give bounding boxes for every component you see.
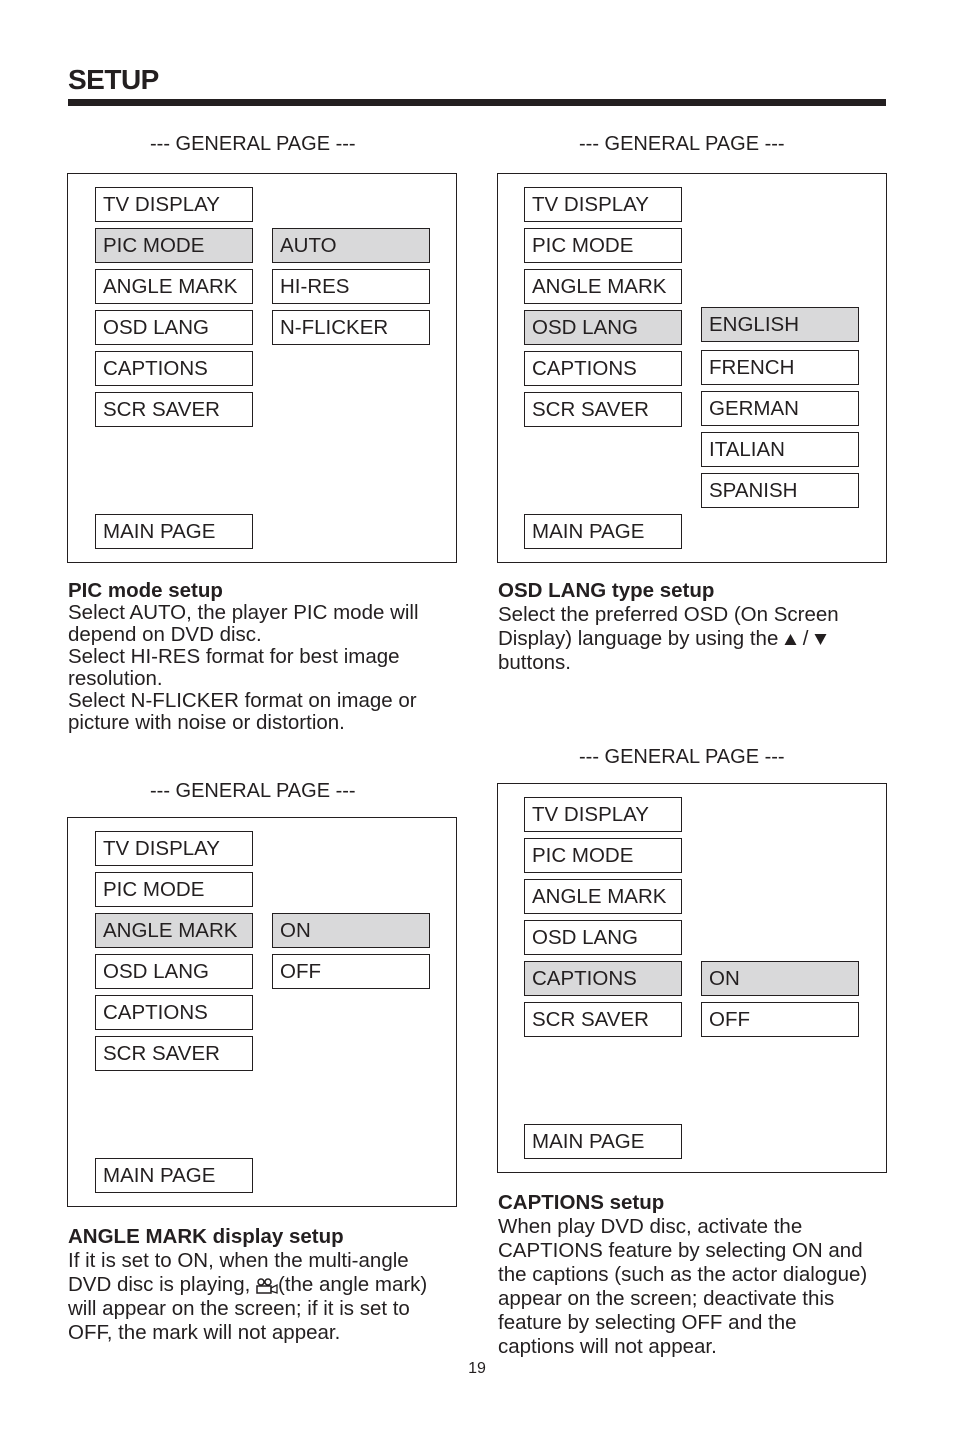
description-line: buttons.	[498, 651, 571, 674]
menu-item-angle-mark[interactable]: ANGLE MARK	[524, 879, 682, 914]
panel-caption: --- GENERAL PAGE ---	[150, 780, 356, 802]
osd-lang-description	[498, 579, 839, 675]
menu-item-pic-mode[interactable]: PIC MODE	[95, 228, 253, 263]
description-line: Select N-FLICKER format on image or	[68, 689, 417, 712]
down-triangle-icon	[814, 633, 827, 646]
option-on[interactable]: ON	[272, 913, 430, 948]
section-heading: ANGLE MARK display setup	[68, 1225, 344, 1248]
menu-item-osd-lang[interactable]: OSD LANG	[524, 920, 682, 955]
description-line	[68, 1273, 427, 1297]
option-off[interactable]: OFF	[701, 1002, 859, 1037]
description-text: Display) language by using the	[498, 627, 779, 650]
menu-item-pic-mode[interactable]: PIC MODE	[95, 872, 253, 907]
option-french[interactable]: FRENCH	[701, 350, 859, 385]
description-line: will appear on the screen; if it is set to	[68, 1297, 410, 1320]
section-heading: CAPTIONS setup	[498, 1191, 665, 1214]
panel-caption: --- GENERAL PAGE ---	[579, 746, 785, 768]
osd-panel-osd-lang	[497, 173, 887, 563]
description-line: captions will not appear.	[498, 1335, 717, 1358]
panel-caption: --- GENERAL PAGE ---	[150, 133, 356, 155]
menu-item-scr-saver[interactable]: SCR SAVER	[524, 1002, 682, 1037]
menu-item-pic-mode[interactable]: PIC MODE	[524, 838, 682, 873]
option-auto[interactable]: AUTO	[272, 228, 430, 263]
panel-caption: --- GENERAL PAGE ---	[579, 133, 785, 155]
main-page-button[interactable]: MAIN PAGE	[524, 1124, 682, 1159]
description-line: When play DVD disc, activate the	[498, 1215, 803, 1238]
option-spanish[interactable]: SPANISH	[701, 473, 859, 508]
menu-item-captions[interactable]: CAPTIONS	[95, 351, 253, 386]
menu-item-captions[interactable]: CAPTIONS	[524, 961, 682, 996]
description-line	[498, 627, 839, 651]
osd-panel-pic-mode	[67, 173, 457, 563]
menu-item-angle-mark[interactable]: ANGLE MARK	[95, 913, 253, 948]
menu-item-captions[interactable]: CAPTIONS	[95, 995, 253, 1030]
description-line: If it is set to ON, when the multi-angle	[68, 1249, 409, 1272]
description-line: picture with noise or distortion.	[68, 711, 345, 734]
option-german[interactable]: GERMAN	[701, 391, 859, 426]
page-title: SETUP	[68, 64, 159, 95]
pic-mode-description	[68, 580, 419, 734]
section-heading: PIC mode setup	[68, 579, 223, 602]
menu-item-scr-saver[interactable]: SCR SAVER	[95, 1036, 253, 1071]
option-italian[interactable]: ITALIAN	[701, 432, 859, 467]
description-line: Select AUTO, the player PIC mode will	[68, 601, 419, 624]
main-page-button[interactable]: MAIN PAGE	[524, 514, 682, 549]
menu-item-osd-lang[interactable]: OSD LANG	[95, 954, 253, 989]
description-line: resolution.	[68, 667, 163, 690]
angle-mark-description	[68, 1225, 427, 1345]
title-divider	[68, 99, 886, 106]
menu-item-tv-display[interactable]: TV DISPLAY	[95, 831, 253, 866]
up-triangle-icon	[784, 633, 797, 646]
option-english[interactable]: ENGLISH	[701, 307, 859, 342]
arrow-separator: /	[797, 627, 815, 650]
description-line: depend on DVD disc.	[68, 623, 262, 646]
menu-item-osd-lang[interactable]: OSD LANG	[524, 310, 682, 345]
menu-item-tv-display[interactable]: TV DISPLAY	[95, 187, 253, 222]
option-n-flicker[interactable]: N-FLICKER	[272, 310, 430, 345]
menu-item-captions[interactable]: CAPTIONS	[524, 351, 682, 386]
menu-item-angle-mark[interactable]: ANGLE MARK	[524, 269, 682, 304]
page-number: 19	[468, 1360, 486, 1377]
description-text: DVD disc is playing,	[68, 1273, 251, 1296]
description-line: Select HI-RES format for best image	[68, 645, 400, 668]
option-hi-res[interactable]: HI-RES	[272, 269, 430, 304]
main-page-button[interactable]: MAIN PAGE	[95, 1158, 253, 1193]
menu-item-pic-mode[interactable]: PIC MODE	[524, 228, 682, 263]
menu-item-osd-lang[interactable]: OSD LANG	[95, 310, 253, 345]
description-line: CAPTIONS feature by selecting ON and	[498, 1239, 863, 1262]
angle-mark-icon	[256, 1278, 278, 1294]
description-line: feature by selecting OFF and the	[498, 1311, 797, 1334]
description-line: appear on the screen; deactivate this	[498, 1287, 835, 1310]
description-line: the captions (such as the actor dialogue)	[498, 1263, 868, 1286]
osd-panel-captions	[497, 783, 887, 1173]
menu-item-tv-display[interactable]: TV DISPLAY	[524, 187, 682, 222]
captions-description	[498, 1191, 867, 1359]
option-off[interactable]: OFF	[272, 954, 430, 989]
osd-panel-angle-mark	[67, 817, 457, 1207]
menu-item-scr-saver[interactable]: SCR SAVER	[524, 392, 682, 427]
description-line: OFF, the mark will not appear.	[68, 1321, 341, 1344]
menu-item-tv-display[interactable]: TV DISPLAY	[524, 797, 682, 832]
main-page-button[interactable]: MAIN PAGE	[95, 514, 253, 549]
menu-item-angle-mark[interactable]: ANGLE MARK	[95, 269, 253, 304]
menu-item-scr-saver[interactable]: SCR SAVER	[95, 392, 253, 427]
description-text: (the angle mark)	[278, 1273, 428, 1296]
description-line: Select the preferred OSD (On Screen	[498, 603, 839, 626]
option-on[interactable]: ON	[701, 961, 859, 996]
section-heading: OSD LANG type setup	[498, 579, 715, 602]
